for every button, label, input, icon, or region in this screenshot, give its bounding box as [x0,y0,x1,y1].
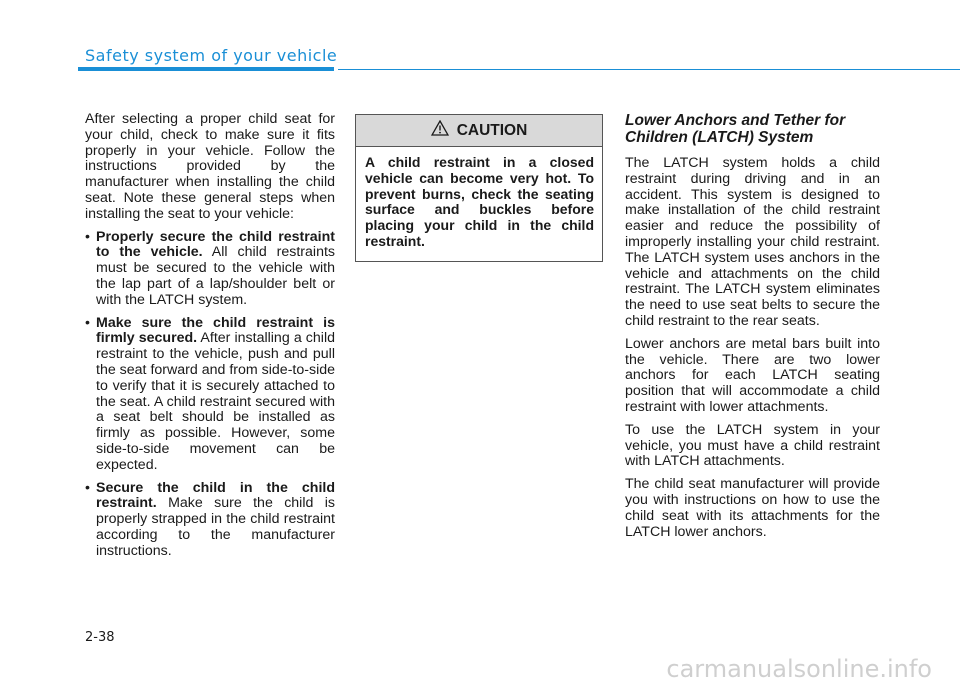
list-item [85,481,335,560]
caution-text: A child restraint in a closed vehicle can become very hot. To prevent burns, check the seating surface and buckles before placing your child in the child restraint. [365,154,594,249]
header-rule-thick [78,67,334,71]
section-title: Safety system of your vehicle [85,46,338,65]
list-item-text: All child restraints must be secured to the vehicle with the lap part of a lap/shoulder belt or with the LATCH system. [96,244,335,308]
watermark: carmanualsonline.info [666,655,932,683]
list-item-lead: Make sure the child restraint is firmly secured. [96,314,335,347]
right-column [625,112,880,547]
latch-paragraph: To use the LATCH system in your vehicle, you must have a child restraint with LATCH attachments. [625,421,880,470]
latch-paragraph: The child seat manufacturer will provide you with instructions on how to use the child seat with its attachments for the LATCH lower anchors. [625,476,880,540]
instruction-list [85,230,335,560]
list-item-text: Make sure the child is properly strapped in the child restraint according to the manufacturer instructions. [96,495,335,559]
page-number: 2-38 [85,630,115,645]
list-item-lead: Secure the child in the child restraint. [96,479,335,512]
latch-heading: Lower Anchors and Tether for Children (LATCH) System [625,112,846,146]
caution-header [356,115,602,147]
list-item-text: After installing a child restraint to the vehicle, push and pull the seat forward and from side-to-side to verify that it is securely attached to the seat. A child restraint secured with a seat belt should be installed as firmly as possible. However, some side-to-side movement can be expected. [96,330,335,473]
caution-box [355,114,603,262]
header-rule-thin [338,69,960,70]
caution-title: CAUTION [456,121,528,139]
list-item [85,230,335,309]
latch-paragraph: Lower anchors are metal bars built into the vehicle. There are two lower anchors for each LATCH seating position that will accommodate a child restraint with lower attachments. [625,335,880,415]
list-item [85,316,335,474]
left-column [85,112,335,567]
warning-triangle-icon [431,120,457,141]
latch-paragraph: The LATCH system holds a child restraint during driving and in an accident. This system is designed to make installation of the child restraint easier and reduce the possibility of improperly installing your child restraint. The LATCH system uses anchors in the vehicle and attachments on the child restraint. The LATCH system eliminates the need to use seat belts to secure the child restraint to the rear seats. [625,155,880,329]
list-item-lead: Properly secure the child restraint to the vehicle. [96,228,335,261]
intro-paragraph: After selecting a proper child seat for your child, check to make sure it fits properly in your vehicle. Follow the instructions provided by the manufacturer when installing the child seat. Note these general steps when installing the seat to your vehicle: [85,111,335,222]
